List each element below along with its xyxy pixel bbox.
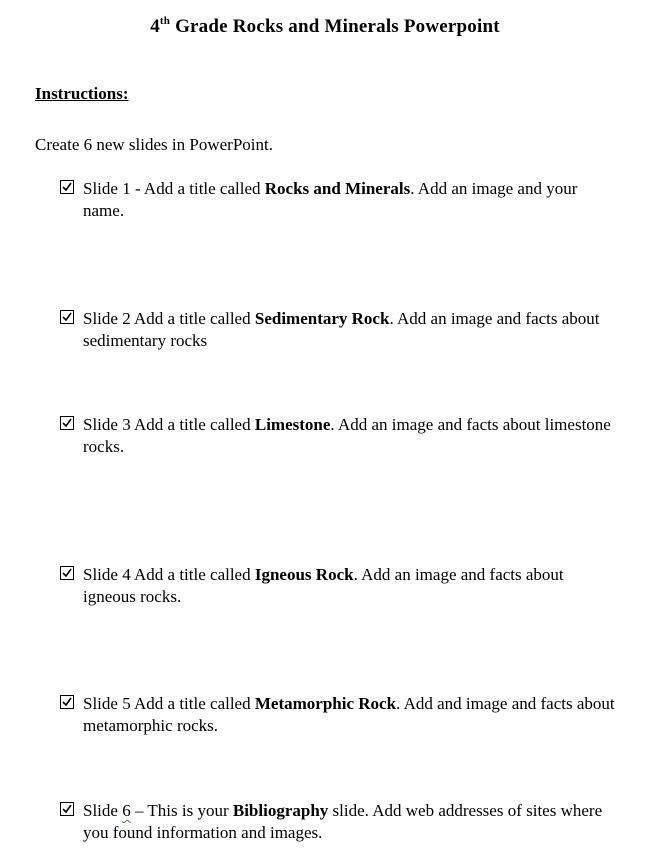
intro-text: Create 6 new slides in PowerPoint.	[35, 135, 273, 154]
item-text-after: . Add an image and facts about igneous rocks.	[83, 565, 564, 606]
item-bold: Bibliography	[232, 801, 329, 820]
item-bold: Sedimentary Rock	[254, 309, 390, 328]
list-item-slide-4	[60, 564, 620, 608]
item-bold: Limestone	[254, 415, 331, 434]
item-text-after: slide. Add web addresses of sites where you found information and images.	[83, 801, 603, 842]
list-item-slide-2	[60, 308, 620, 352]
item-text: Slide 4 Add a title called	[83, 565, 255, 584]
checkbox-checked-icon	[60, 566, 74, 580]
item-text: Slide 3 Add a title called	[83, 415, 255, 434]
title-text: Grade Rocks and Minerals Powerpoint	[175, 16, 500, 37]
checkbox-checked-icon	[60, 310, 74, 324]
checkbox-checked-icon	[60, 802, 74, 816]
item-text: Slide 1 - Add a title called	[83, 179, 265, 198]
item-text: Slide	[83, 801, 123, 820]
item-bold: Metamorphic Rock	[254, 694, 397, 713]
checkbox-checked-icon	[60, 695, 74, 709]
list-item-slide-5	[60, 693, 620, 737]
item-text-mid: – This is your	[130, 801, 233, 820]
item-text: Slide 2 Add a title called	[83, 309, 255, 328]
item-bold: Rocks and Minerals	[264, 179, 411, 198]
item-bold: Igneous Rock	[254, 565, 354, 584]
item-text-after: . Add and image and facts about metamorphic rocks.	[83, 694, 615, 735]
instructions-heading: Instructions:	[35, 84, 129, 103]
title-superscript: th	[159, 15, 171, 27]
list-item-slide-6	[60, 800, 620, 844]
checkbox-checked-icon	[60, 180, 74, 194]
title-ordinal: 4	[150, 16, 160, 37]
item-text: Slide 5 Add a title called	[83, 694, 255, 713]
list-item-slide-1	[60, 178, 620, 222]
list-item-slide-3	[60, 414, 620, 458]
item-text-after: . Add an image and facts about limestone rocks.	[83, 415, 611, 456]
page-title	[0, 16, 650, 38]
item-text-after: . Add an image and your name.	[83, 179, 578, 220]
checkbox-checked-icon	[60, 416, 74, 430]
item-text-after: . Add an image and facts about sedimentary rocks	[83, 309, 600, 350]
spellcheck-word: 6	[122, 801, 131, 820]
